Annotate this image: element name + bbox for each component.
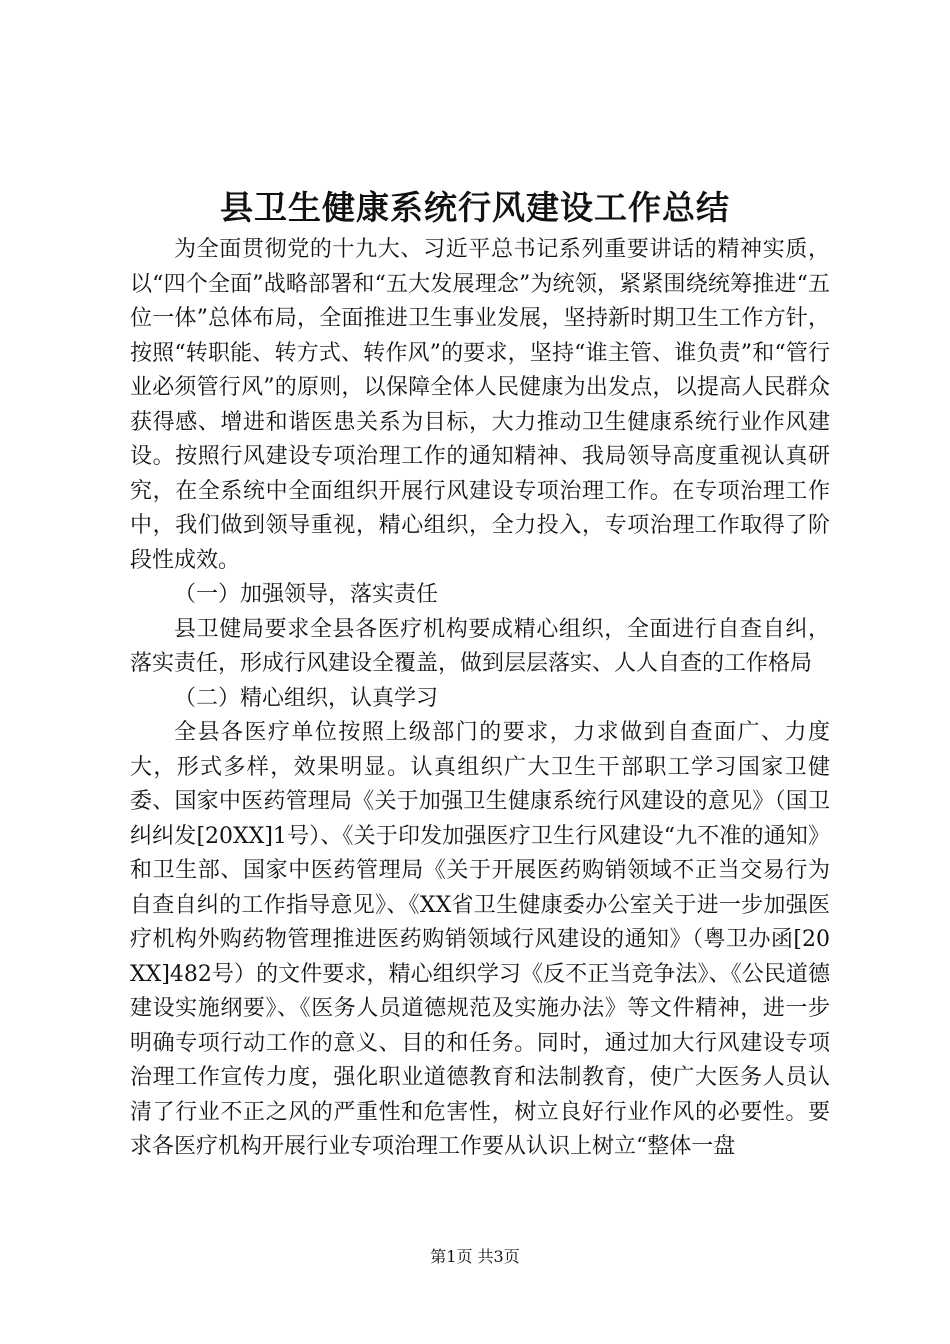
- document-body: [130, 233, 830, 1165]
- section-1-heading: （一）加强领导，落实责任: [174, 582, 439, 607]
- intro-paragraph: 为全面贯彻党的十九大、习近平总书记系列重要讲话的精神实质，以“四个全面”战略部署和“五大发展理念”为统领，紧紧围绕统筹推进“五位一体”总体布局，全面推进卫生事业发展，坚持新时期卫生工作方针，按照“转职能、转方式、转作风”的要求，坚持“谁主管、谁负责”和“管行业必须管行风”的原则，以保障全体人民健康为出发点，以提高人民群众获得感、增进和谐医患关系为目标，大力推动卫生健康系统行业作风建设。按照行风建设专项治理工作的通知精神、我局领导高度重视认真研究，在全系统中全面组织开展行风建设专项治理工作。在专项治理工作中，我们做到领导重视，精心组织，全力投入，专项治理工作取得了阶段性成效。: [130, 237, 830, 573]
- page-footer: 第1页 共3页: [430, 1247, 520, 1266]
- section-2-paragraph: 全县各医疗单位按照上级部门的要求，力求做到自查面广、力度大，形式多样，效果明显。认真组织广大卫生干部职工学习国家卫健委、国家中医药管理局《关于加强卫生健康系统行风建设的意见》（国卫纠纠发[20XX]1号）、《关于印发加强医疗卫生行风建设“九不准的通知》和卫生部、国家中医药管理局《关于开展医药购销领域不正当交易行为自查自纠的工作指导意见》、《XX省卫生健康委办公室关于进一步加强医疗机构外购药物管理推进医药购销领域行风建设的通知》（粤卫办函[20XX]482号）的文件要求，精心组织学习《反不正当竞争法》、《公民道德建设实施纲要》、《医务人员道德规范及实施办法》等文件精神，进一步明确专项行动工作的意义、目的和任务。同时，通过加大行风建设专项治理工作宣传力度，强化职业道德教育和法制教育，使广大医务人员认清了行业不正之风的严重性和危害性，树立良好行业作风的必要性。要求各医疗机构开展行业专项治理工作要从认识上树立“整体一盘: [130, 720, 830, 1159]
- section-1-paragraph: 县卫健局要求全县各医疗机构要成精心组织，全面进行自查自纠，落实责任，形成行风建设全覆盖，做到层层落实、人人自查的工作格局: [130, 616, 830, 676]
- section-2-heading: （二）精心组织，认真学习: [174, 685, 439, 711]
- document-title: 县卫生健康系统行风建设工作总结: [220, 188, 730, 227]
